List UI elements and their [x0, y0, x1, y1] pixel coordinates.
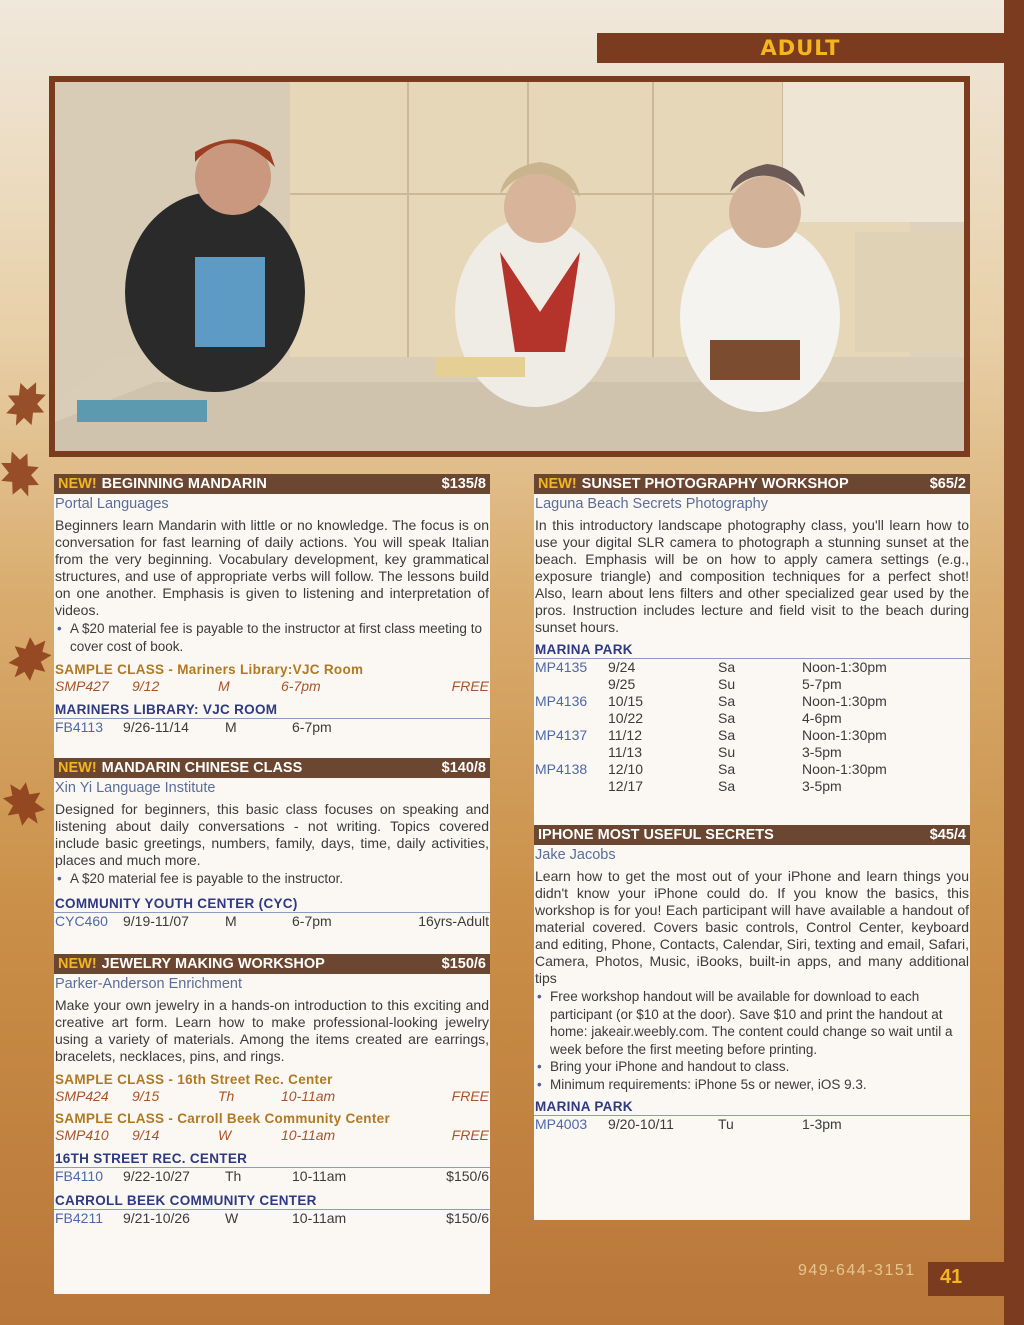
class-code: SMP427 [55, 678, 109, 694]
class-fee: FREE [451, 1087, 489, 1104]
course-vendor: Jake Jacobs [535, 847, 616, 863]
class-code: MP4138 [535, 761, 588, 777]
class-code: FB4110 [55, 1167, 103, 1184]
class-time: Noon-1:30pm [802, 659, 887, 675]
class-day: Sa [718, 727, 736, 743]
course-iphone-secrets [534, 825, 970, 1133]
class-date: 12/10 [608, 761, 644, 777]
session-row [54, 719, 490, 736]
course-notes [534, 988, 970, 1093]
sample-class-heading: SAMPLE CLASS - Mariners Library:VJC Room [55, 662, 364, 677]
course-beginning-mandarin [54, 474, 490, 736]
session-row [534, 659, 970, 676]
course-sunset-photography [534, 474, 970, 795]
course-price: $150/6 [441, 955, 486, 972]
new-badge: NEW! [58, 760, 97, 776]
session-row [534, 1116, 970, 1133]
course-note: • Free workshop handout will be available for download to each participant (or $10 at the door). Save $10 and print the handout at home: jakeair.weebly.com. The content could change so wait until a week before the first meeting before printing. [535, 988, 969, 1058]
course-notes [54, 870, 490, 888]
sample-class-row [54, 1088, 490, 1104]
class-date: 12/17 [608, 778, 644, 794]
course-price: $45/4 [929, 827, 966, 843]
footer-phone: 949-644-3151 [798, 1262, 916, 1279]
course-vendor: Xin Yi Language Institute [55, 780, 216, 796]
course-description: In this introductory landscape photography class, you'll learn how to use your digital SLR camera to photograph a stunning sunset at the beach. Emphasis will be on how to apply camera settings (e.g., exposure triangle) and composition techniques for a perfect shot! Also, learn about lens filters and other specialized gear used by the pros. Instruction includes lecture and field visit to the beach during sunset hours. [535, 517, 969, 635]
course-jewelry-making [54, 954, 490, 1227]
session-row [54, 913, 490, 930]
session-row [54, 1168, 490, 1185]
course-notes [54, 620, 490, 655]
course-description: Learn how to get the most out of your iPhone and learn things you didn't know your iPhone could do. If you know the basics, this workshop is for you! Each participant will have available a handout of material covered. Covers basic controls, Control Center, keyboard and editing, Phone, Contacts, Calendar, Siri, texting and email, Safari, Camera, Photos, Music, iBooks, built-in apps, and many additional tips [535, 868, 969, 986]
class-time: 3-5pm [802, 778, 842, 794]
session-row [534, 676, 970, 693]
course-title: SUNSET PHOTOGRAPHY WORKSHOP [581, 476, 849, 492]
session-row [534, 778, 970, 795]
class-time: 10-11am [292, 1167, 347, 1184]
course-description: Make your own jewelry in a hands-on introduction to this exciting and creative art form. Learn how to make professional-looking jewelry using a variety of materials. Among the items created are earrings, bracelets, necklaces, pins, and rings. [55, 996, 489, 1064]
left-course-column [54, 474, 490, 1294]
sample-class-row [54, 1127, 490, 1143]
class-day: Sa [718, 659, 736, 675]
class-day: W [218, 1126, 232, 1143]
class-day: Sa [718, 710, 736, 726]
course-header-bar [534, 474, 970, 494]
class-day: Tu [718, 1116, 734, 1132]
class-date: 10/15 [608, 693, 644, 709]
class-extra: $150/6 [446, 1167, 489, 1184]
class-day: Su [718, 744, 736, 760]
class-date: 9/26-11/14 [123, 719, 189, 735]
class-day: Sa [718, 778, 736, 794]
class-time: Noon-1:30pm [802, 693, 887, 709]
course-note: • Minimum requirements: iPhone 5s or newer, iOS 9.3. [535, 1076, 969, 1094]
class-date: 11/12 [608, 727, 642, 743]
location-heading: 16TH STREET REC. CENTER [54, 1151, 490, 1168]
sample-class-heading: SAMPLE CLASS - 16th Street Rec. Center [55, 1071, 333, 1087]
course-title: JEWELRY MAKING WORKSHOP [101, 955, 325, 972]
class-date: 9/22-10/27 [123, 1167, 190, 1184]
hero-photo-frame [49, 76, 970, 457]
class-code: CYC460 [55, 912, 108, 929]
photo-illustration [55, 82, 964, 451]
class-fee: FREE [451, 1126, 489, 1143]
session-row [534, 693, 970, 710]
new-badge: NEW! [538, 476, 577, 492]
new-badge: NEW! [58, 955, 97, 972]
course-note: • A $20 material fee is payable to the instructor at first class meeting to cover cost of book. [55, 620, 489, 655]
class-date: 9/21-10/26 [123, 1209, 190, 1226]
sample-class-heading: SAMPLE CLASS - Carroll Beek Community Center [55, 1110, 391, 1126]
class-time: 10-11am [292, 1209, 347, 1226]
class-extra: $150/6 [446, 1209, 489, 1226]
class-day: Sa [718, 761, 736, 777]
class-day: W [225, 1209, 239, 1226]
course-header-bar [54, 474, 490, 494]
class-time: 10-11am [281, 1126, 336, 1143]
course-mandarin-chinese [54, 758, 490, 930]
section-header [597, 33, 1004, 63]
course-price: $65/2 [929, 476, 966, 492]
class-day: M [225, 912, 237, 929]
course-description: Designed for beginners, this basic class focuses on speaking and listening about daily conversations - not writing. Topics covered include basic greetings, numbers, family, days, time, daily activities, places and much more. [55, 801, 489, 868]
session-list [534, 659, 970, 795]
class-time: 6-7pm [292, 912, 332, 929]
location-heading: COMMUNITY YOUTH CENTER (CYC) [54, 896, 490, 913]
class-time: 3-5pm [802, 744, 842, 760]
class-time: Noon-1:30pm [802, 761, 887, 777]
session-row [534, 761, 970, 778]
course-vendor: Laguna Beach Secrets Photography [535, 496, 768, 512]
course-description: Beginners learn Mandarin with little or no knowledge. The focus is on conversation for fast learning of daily actions. You will speak Italian from the very beginning. Vocabulary development, key grammatical structures, and use of appropriate verbs will follow. The lessons build on one another. Emphasis is given to listening and interpretation of videos. [55, 517, 489, 618]
section-title: ADULT [760, 36, 841, 60]
class-code: MP4136 [535, 693, 588, 709]
new-badge: NEW! [58, 476, 97, 492]
class-day: M [218, 678, 230, 694]
course-title: MANDARIN CHINESE CLASS [101, 760, 303, 776]
class-date: 9/15 [132, 1087, 160, 1104]
course-title: BEGINNING MANDARIN [101, 476, 267, 492]
class-date: 10/22 [608, 710, 644, 726]
location-heading: CARROLL BEEK COMMUNITY CENTER [54, 1193, 490, 1210]
class-date: 9/14 [132, 1126, 160, 1143]
class-date: 9/19-11/07 [123, 912, 189, 929]
class-time: 4-6pm [802, 710, 842, 726]
class-date: 9/25 [608, 676, 636, 692]
page-number: 41 [928, 1262, 1004, 1296]
session-row [534, 710, 970, 727]
course-title: IPHONE MOST USEFUL SECRETS [538, 827, 774, 843]
session-row [54, 1210, 490, 1227]
class-day: Su [718, 676, 736, 692]
right-course-column [534, 474, 970, 1220]
course-vendor: Portal Languages [55, 496, 169, 512]
sample-class-row [54, 678, 490, 694]
class-day: M [225, 719, 237, 735]
course-header-bar [534, 825, 970, 845]
class-code [535, 676, 608, 693]
page-edge-rail [1004, 0, 1024, 1325]
class-time: 5-7pm [802, 676, 842, 692]
class-day: Th [218, 1087, 235, 1104]
course-price: $140/8 [441, 760, 486, 776]
leaf-decoration [0, 773, 54, 835]
class-date: 9/12 [132, 678, 160, 694]
class-code: FB4113 [55, 719, 103, 735]
session-row [534, 727, 970, 744]
class-code: FB4211 [55, 1209, 103, 1226]
leaf-decoration [0, 374, 54, 434]
class-date: 9/20-10/11 [608, 1116, 674, 1132]
class-code [535, 710, 608, 727]
location-heading: MARINA PARK [534, 642, 970, 659]
class-time: 6-7pm [292, 719, 332, 735]
class-fee: FREE [451, 678, 489, 694]
class-day: Th [225, 1167, 242, 1184]
class-code [535, 744, 608, 761]
class-date: 11/13 [608, 744, 642, 760]
class-extra [407, 719, 489, 736]
location-heading: MARINA PARK [534, 1099, 970, 1116]
class-code: MP4003 [535, 1116, 588, 1132]
course-note: • A $20 material fee is payable to the instructor. [55, 870, 489, 888]
class-extra: 16yrs-Adult [418, 912, 489, 929]
leaf-decoration [0, 445, 47, 504]
class-time: Noon-1:30pm [802, 727, 887, 743]
course-price: $135/8 [441, 476, 486, 492]
class-day: Sa [718, 693, 736, 709]
class-time: 10-11am [281, 1087, 336, 1104]
course-note: • Bring your iPhone and handout to class. [535, 1058, 969, 1076]
class-time: 1-3pm [802, 1116, 842, 1132]
class-code: SMP424 [55, 1087, 109, 1104]
class-code: MP4135 [535, 659, 588, 675]
course-header-bar [54, 954, 490, 974]
class-time: 6-7pm [281, 678, 321, 694]
class-code: MP4137 [535, 727, 588, 743]
course-vendor: Parker-Anderson Enrichment [55, 975, 242, 992]
leaf-decoration [0, 628, 61, 690]
class-date: 9/24 [608, 659, 636, 675]
class-code [535, 778, 608, 795]
course-header-bar [54, 758, 490, 778]
hero-photo [55, 82, 964, 451]
session-row [534, 744, 970, 761]
location-heading: MARINERS LIBRARY: VJC ROOM [54, 702, 490, 719]
class-code: SMP410 [55, 1126, 109, 1143]
